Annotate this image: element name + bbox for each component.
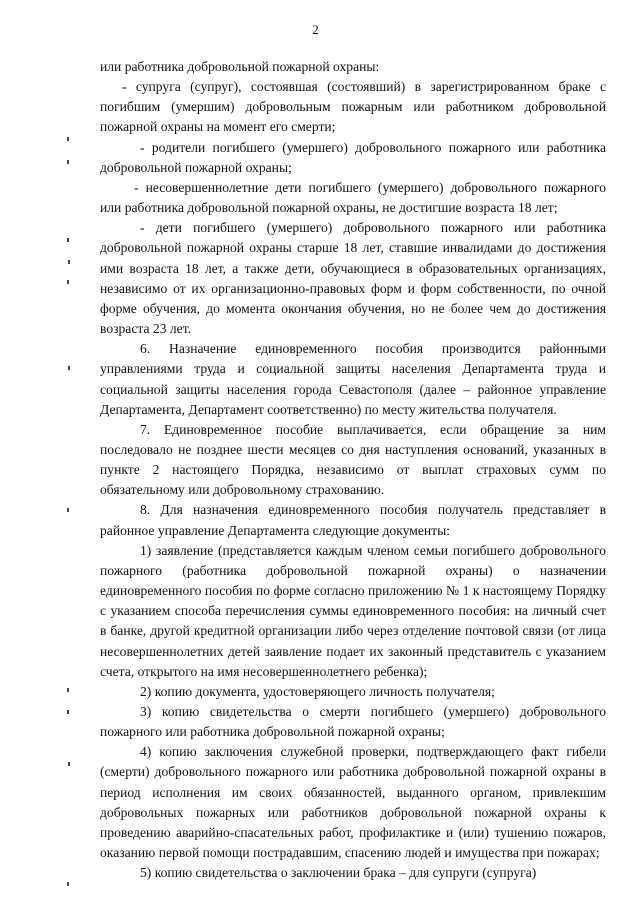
paragraph: 2) копию документа, удостоверяющего личность получателя; [140,683,495,699]
scan-mark [68,762,70,766]
paragraph: 3) копию свидетельства о смерти погибшего (умершего) добровольного пожарного или работника добровольной пожарной охраны; [100,704,606,740]
scan-mark [68,260,70,264]
scan-mark [67,688,69,692]
paragraph: или работника добровольной пожарной охраны: [100,59,380,74]
scan-mark [68,366,70,370]
page-number: 2 [312,22,319,37]
document-body [100,57,606,883]
paragraph: - дети погибшего (умершего) добровольного пожарного или работника добровольной пожарной охраны старше 18 лет, ставшие инвалидами до достижения ими возраста 18 лет, а также дети, обучающиеся в образовательных организациях, независимо от их организационно-правовых форм и форм собственности, по очной форме обучения, до момента окончания обучения, но не более чем до достижения возраста 23 лет. [100,220,606,337]
scan-mark [67,508,69,512]
paragraph: 7. Единовременное пособие выплачивается, если обращение за ним последовало не позднее шести месяцев со дня наступления оснований, указанных в пункте 2 настоящего Порядка, независимо от выплат страховых сумм по обязательному или добровольному страхованию. [100,421,606,498]
paragraph: 5) копию свидетельства о заключении брака – для супруги (супруга) [140,865,537,881]
scan-mark [67,238,69,242]
paragraph: 6. Назначение единовременного пособия производится районными управлениями труда и социальной защиты населения Департамента труда и социальной защиты населения города Севастополя (далее – районное управление Департамента, Департамент соответственно) по месту жительства получателя. [100,341,606,417]
paragraph: 8. Для назначения единовременного пособия получатель представляет в районное управление Департамента следующие документы: [100,502,606,538]
scan-mark [67,160,69,164]
scan-mark [67,710,69,714]
paragraph: - супруга (супруг), состоявшая (состоявший) в зарегистрированном браке с погибшим (умершим) добровольным пожарным или работником добровольной пожарной охраны на момент его смерти; [100,79,606,135]
scan-mark [67,137,69,141]
paragraph: 1) заявление (представляется каждым членом семьи погибшего добровольного пожарного (работника добровольной пожарной охраны) о назначении единовременного пособия по форме согласно приложению № 1 к настоящему Порядку с указанием способа перечисления суммы единовременного пособия: на личный счет в банке, другой кредитной организации либо через отделение почтовой связи (от лица несовершеннолетних детей заявление подает их законный представитель с указанием счета, открытого на имя несовершеннолетнего ребенка); [100,542,606,679]
paragraph: 4) копию заключения служебной проверки, подтверждающего факт гибели (смерти) добровольного пожарного или работника добровольной пожарной охраны в период исполнения им своих обязанностей, выданного органом, привлекшим добровольных пожарных или работников добровольной пожарной охраны к проведению аварийно-спасательных работ, профилактике и (или) тушению пожаров, оказанию первой помощи пострадавшим, спасению людей и имущества при пожарах; [100,744,606,861]
scan-mark [67,280,69,284]
paragraph: - родители погибшего (умершего) добровольного пожарного или работника добровольной пожарной охраны; [100,139,606,175]
paragraph: - несовершеннолетние дети погибшего (умершего) добровольного пожарного или работника добровольной пожарной охраны, не достигшие возраста 18 лет; [100,179,606,216]
scan-mark [67,882,69,886]
